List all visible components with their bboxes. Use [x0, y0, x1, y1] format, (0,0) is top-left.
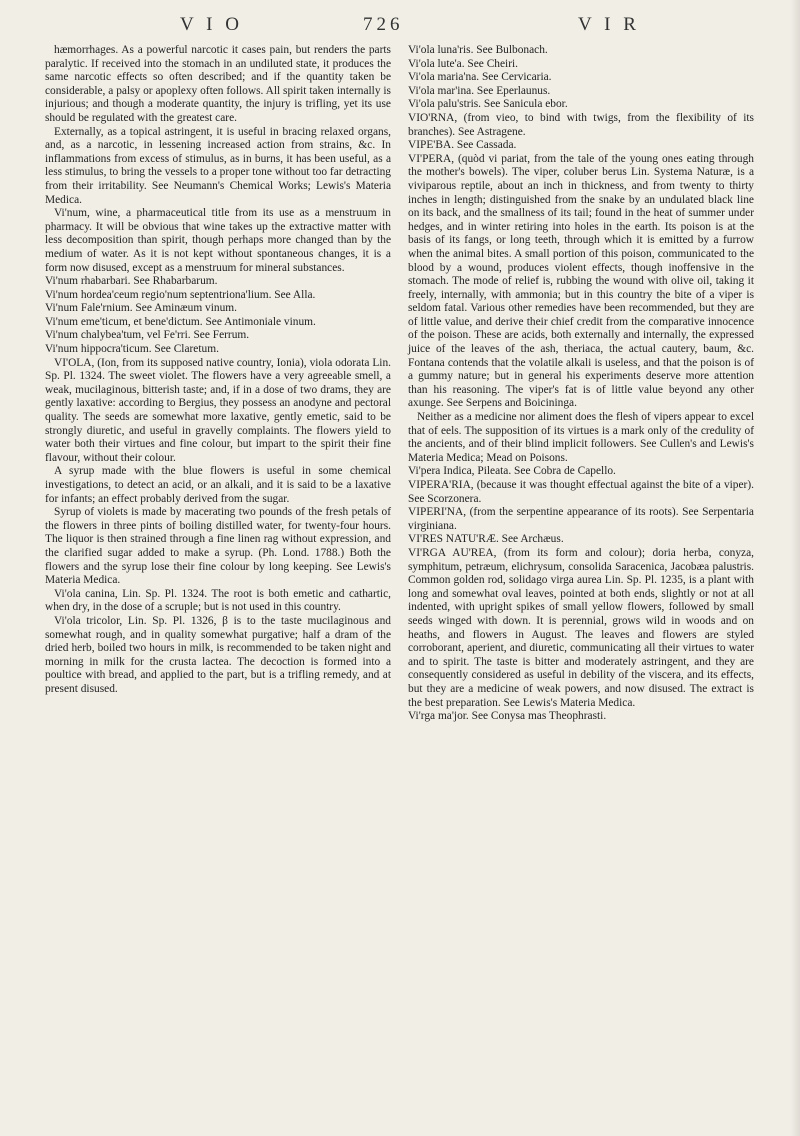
running-head	[0, 6, 800, 36]
dictionary-entry: Vi'ola mar'ina. See Eperlaunus.	[408, 84, 551, 97]
paragraph: Neither as a medicine nor aliment does the flesh of vipers appear to excel that of eels. The supposition of its virtues is a mark only of the credulity of the ancients, and of their blind implicit followers. See Cullen's and Lewis's Materia Medica; Mead on Poisons.	[408, 411, 754, 464]
dictionary-entry: VI'RES NATU'RÆ. See Archæus.	[408, 533, 564, 546]
dictionary-entry: Vi'num hippocra'ticum. See Claretum.	[45, 343, 219, 356]
dictionary-entry: Vi'num Fale'rnium. See Aminæum vinum.	[45, 302, 237, 315]
dictionary-entry: Vi'ola maria'na. See Cervicaria.	[408, 71, 552, 84]
dictionary-entry: Vi'num rhabarbari. See Rhabarbarum.	[45, 275, 218, 288]
running-head-left: V I O	[180, 14, 243, 35]
dictionary-entry: VIPE'BA. See Cassada.	[408, 139, 517, 152]
dictionary-entry: Vi'rga ma'jor. See Conysa mas Theophrasti.	[408, 710, 607, 723]
dictionary-entry: Vi'ola luna'ris. See Bulbonach.	[408, 44, 548, 56]
dictionary-entry: VI'PERA, (quòd vi pariat, from the tale of the young ones eating through the mother's bowels). The viper, coluber berus Lin. Systema Naturæ, is a viviparous reptile, about an inch in thickness, and from twenty to thirty inches in length; distinguished from the snake by an undulated black line on its back, and the smallness of its tail; found in the heat of summer under hedges, and in winter retiring into holes in the earth. Its poison is at the basis of its fangs, or long teeth, through which it is emitted by a furrow when the animal bites. A small portion of this poison, communicated to the blood by a wound, produces violent effects, though inoffensive in the stomach. The mode of relief is, rubbing the wound with olive oil, taking it freely, internally, with ammonia; but in this country the bite of a viper is seldom fatal. Various other remedies have been recommended, but they are of little value, and derive their chief credit from the comparative innocence of the poison. These are acids, both externally and internally, the expressed juice of the leaves of the ash, theriaca, the actual cautery, baum, &c. Fontana contends that the volatile alkali is useless, and that the poison is of a gummy nature; but in general his experiments deserve more attention than his reasoning. The viper's fat is of little value beyond any other axunge. See Serpens and Boicininga.	[408, 152, 754, 410]
paragraph: A syrup made with the blue flowers is useful in some chemical investigations, to detect an acid, or an alkali, and it is said to be a laxative for infants; an effect probably derived from the sugar.	[45, 465, 391, 505]
dictionary-entry: VIPERA'RIA, (because it was thought effectual against the bite of a viper). See Scorzonera.	[408, 479, 754, 505]
dictionary-entry: VI'RGA AU'REA, (from its form and colour); doria herba, conyza, symphitum, petræum, elichrysum, consolida Saracenica, Jacobæa palustris. Common golden rod, solidago virga aurea Lin. Sp. Pl. 1235, is a plant with long and somewhat oval leaves, pointed at both ends, slightly or not at all indented, with upright spikes of small yellow flowers, followed by small seeds winged with down. It is perennial, grows wild in woods and on heaths, and flowers in August. The leaves and flowers are styled corroborant, aperient, and diuretic, communicating all their virtues to water and to spirit. The taste is bitter and moderately astringent, and they are consequently considered as useful in debility of the viscera, and its effects, but they are a medicine of weak powers, and now disused. The extract is the best preparation. See Lewis's Materia Medica.	[408, 546, 754, 709]
paragraph: hæmorrhages. As a powerful narcotic it cases pain, but renders the parts paralytic. If received into the stomach in an undiluted state, it produces the same narcotic effects so often described; and if the quantity taken be considerable, a palsy or apoplexy often follows. All spirit taken internally is injurious; and though a moderate quantity, the injury is trifling, yet its use should be regulated with the greatest care.	[45, 44, 391, 124]
running-head-right: V I R	[578, 14, 640, 35]
left-column	[45, 44, 391, 697]
paragraph: Vi'num, wine, a pharmaceutical title from its use as a menstruum in pharmacy. It will be obvious that wine takes up the extractive matter with less decomposition than spirit, though perhaps more changed than by the medium of water. As it is not kept without spontaneous changes, it is a form now disused, except as a menstruum for mineral substances.	[45, 207, 391, 274]
paragraph: Syrup of violets is made by macerating two pounds of the fresh petals of the flowers in three pints of boiling distilled water, for twenty-four hours. The liquor is then strained through a fine linen rag without expression, and the clarified sugar added to make a syrup. (Ph. Lond. 1788.) Both the flowers and the syrup lose their fine colour by long keeping. See Lewis's Materia Medica.	[45, 506, 391, 587]
dictionary-entry: Vi'ola palu'stris. See Sanicula ebor.	[408, 98, 568, 111]
dictionary-entry: VIPERI'NA, (from the serpentine appearance of its roots). See Serpentaria virginiana.	[408, 506, 754, 532]
dictionary-entry: Vi'pera Indica, Pileata. See Cobra de Capello.	[408, 465, 616, 478]
dictionary-entry: VIO'RNA, (from vieo, to bind with twigs, from the flexibility of its branches). See Astragene.	[408, 111, 754, 138]
page-number: 726	[363, 14, 404, 35]
dictionary-entry: Vi'num chalybea'tum, vel Fe'rri. See Ferrum.	[45, 329, 250, 342]
right-column	[408, 44, 754, 724]
paragraph: Vi'ola canina, Lin. Sp. Pl. 1324. The root is both emetic and cathartic, when dry, in the dose of a scruple; but is not used in this country.	[45, 587, 391, 614]
paragraph: Externally, as a topical astringent, it is useful in bracing relaxed organs, and, as a narcotic, in lessening increased action from strains, &c. In inflammations from excess of stimulus, as in burns, it has been useful, as a less stimulus, to bring the vessels to a proper tone without too far detracting from their irritability. See Neumann's Chemical Works; Lewis's Materia Medica.	[45, 125, 391, 206]
paragraph: VI'OLA, (Ion, from its supposed native country, Ionia), viola odorata Lin. Sp. Pl. 1324. The sweet violet. The flowers have a very agreeable smell, a weak, mucilaginous, bitterish taste; and, if in a dose of two drams, they are gently laxative: according to Bergius, they possess an anodyne and pectoral quality. The seeds are somewhat more laxative, gently emetic, said to be strongly diuretic, and useful in gravelly complaints. The flowers yield to water both their virtues and fine colour, but impart to the spirit their fine flavour, without their colour.	[45, 356, 391, 464]
dictionary-entry: Vi'num hordea'ceum regio'num septentriona'lium. See Alla.	[45, 288, 316, 301]
dictionary-entry: Vi'num eme'ticum, et bene'dictum. See Antimoniale vinum.	[45, 315, 316, 328]
dictionary-entry: Vi'ola lute'a. See Cheiri.	[408, 57, 519, 70]
paragraph: Vi'ola tricolor, Lin. Sp. Pl. 1326, β is to the taste mucilaginous and somewhat rough, and in quality somewhat purgative; half a dram of the dried herb, boiled two hours in milk, is recommended to be taken night and morning in milk for the crusta lactea. The decoction is formed into a poultice with bread, and applied to the part, but is a trifling remedy, and at present disused.	[45, 614, 391, 695]
page-edge-shadow	[790, 0, 800, 1136]
